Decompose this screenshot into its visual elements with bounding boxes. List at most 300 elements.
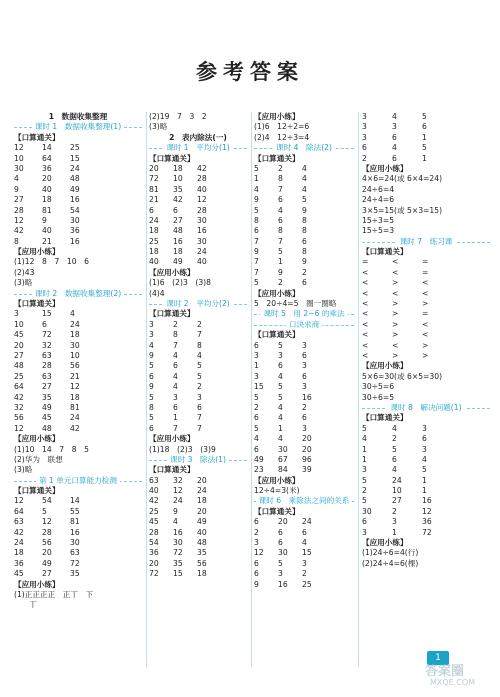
section-label: 【口算通关】 — [149, 465, 195, 475]
answer-cell: 3 — [362, 527, 367, 537]
answer-row — [254, 174, 354, 184]
answer-cell: 28 — [149, 527, 159, 537]
answer-cell: = — [422, 257, 429, 267]
answer-cell: 4 — [173, 382, 178, 392]
answer-cell: 30 — [278, 548, 288, 558]
answer-cell: 28 — [197, 205, 207, 215]
answer-cell: 4 — [149, 340, 154, 350]
answer-cell: 28 — [42, 527, 52, 537]
answer-cell: 49 — [70, 184, 80, 194]
answer-cell: 45 — [14, 330, 24, 340]
lesson-heading-text: 课时 1 平均分(1) — [163, 143, 233, 152]
answer-cell: 2 — [302, 267, 307, 277]
answer-cell: 27 — [14, 195, 24, 205]
answer-cell: 40 — [42, 184, 52, 194]
answer-cell: 6 — [149, 371, 154, 381]
lesson-heading-text: 课时 7 练习课 — [397, 237, 456, 246]
answer-cell: 4 — [392, 143, 397, 153]
answer-cell: 42 — [197, 163, 207, 173]
answer-row — [362, 257, 490, 267]
answer-cell: 9 — [302, 205, 307, 215]
answer-cell: 18 — [14, 548, 24, 558]
answer-cell: 3 — [278, 569, 283, 579]
answer-cell: 12 — [14, 143, 24, 153]
answer-cell: 24 — [197, 247, 207, 257]
answer-cell: 14 — [42, 143, 52, 153]
answer-cell: < — [362, 278, 369, 288]
lesson-heading — [254, 496, 354, 506]
lesson-heading — [254, 309, 354, 319]
answer-cell: 54 — [149, 538, 159, 548]
answer-cell: 36 — [70, 226, 80, 236]
answer-cell: 24 — [70, 163, 80, 173]
answer-cell: 9 — [254, 195, 259, 205]
answer-row — [14, 413, 142, 423]
answer-cell: 3 — [302, 382, 307, 392]
answer-cell: 49 — [197, 517, 207, 527]
answer-cell: 5 — [149, 392, 154, 402]
answer-cell: 6 — [422, 122, 427, 132]
column-divider — [358, 112, 359, 667]
lesson-heading — [362, 237, 490, 247]
answer-cell: 27 — [14, 350, 24, 360]
answer-cell: 48 — [70, 174, 80, 184]
answer-row — [254, 434, 354, 444]
answer-cell: < — [422, 319, 429, 329]
answer-row — [149, 226, 247, 236]
answer-text: (2)4 12÷3=4 — [254, 132, 310, 142]
answer-text: 15÷3=5 — [362, 215, 395, 225]
answer-text: (2)华为 联想 — [14, 454, 63, 464]
answer-cell: 5 — [278, 382, 283, 392]
answer-cell: 32 — [42, 340, 52, 350]
lesson-heading-text: 课时 2 数据收集整理(2) — [32, 289, 124, 298]
answer-cell: < — [392, 257, 399, 267]
answer-cell: 42 — [149, 496, 159, 506]
answer-cell: 6 — [173, 402, 178, 412]
answer-cell: 6 — [392, 153, 397, 163]
answer-cell: 18 — [173, 163, 183, 173]
answer-cell: 5 — [149, 361, 154, 371]
lesson-heading-text: 口诀求商 — [286, 320, 322, 329]
answer-cell: 5 — [392, 444, 397, 454]
section-label: 【口算通关】 — [362, 247, 408, 257]
answer-cell: 30 — [173, 538, 183, 548]
answer-cell: 72 — [422, 527, 432, 537]
answer-text: 3×5=15(或 5×3=15) — [362, 205, 443, 215]
answer-cell: 6 — [278, 538, 283, 548]
answer-text: (2)43 — [14, 267, 35, 277]
answer-row — [149, 372, 247, 382]
answer-cell: 2 — [302, 569, 307, 579]
answer-cell: 9 — [149, 350, 154, 360]
answer-cell: 1 — [422, 486, 427, 496]
answer-cell: 5 — [197, 371, 202, 381]
answer-cell: 27 — [392, 496, 402, 506]
answer-cell: 5 — [254, 163, 259, 173]
lesson-heading-text: 课时 5 用 2~6 的乘法 — [260, 309, 347, 318]
answer-row — [149, 403, 247, 413]
answer-cell: 7 — [197, 423, 202, 433]
answer-cell: 30 — [197, 215, 207, 225]
answer-cell: 2 — [392, 506, 397, 516]
answer-cell: 42 — [14, 226, 24, 236]
answer-cell: 5 — [278, 558, 283, 568]
answer-text: 12÷4=3(米) — [254, 486, 300, 496]
answer-cell: 7 — [197, 413, 202, 423]
answer-cell: 5 — [362, 423, 367, 433]
answer-row — [254, 164, 354, 174]
answer-cell: 6 — [278, 527, 283, 537]
section-label: 【应用小练】 — [254, 112, 300, 121]
answer-cell: < — [362, 288, 369, 298]
answer-cell: 35 — [70, 569, 80, 579]
answer-row — [14, 507, 142, 517]
answer-cell: 45 — [14, 569, 24, 579]
answer-row — [254, 445, 354, 455]
answer-text: (1)6 12÷2=6 — [254, 122, 310, 132]
answer-row — [362, 320, 490, 330]
answer-text: (4)4 — [149, 288, 165, 298]
answer-cell: 35 — [197, 548, 207, 558]
answer-cell: 45 — [42, 413, 52, 423]
lesson-heading — [14, 476, 142, 486]
answer-cell: 10 — [14, 319, 24, 329]
answer-row — [254, 226, 354, 236]
answer-cell: 24 — [392, 475, 402, 485]
answer-row — [14, 361, 142, 371]
answer-cell: 72 — [173, 548, 183, 558]
answer-cell: 7 — [254, 257, 259, 267]
answer-cell: 21 — [149, 195, 159, 205]
section-label: 【应用小练】 — [149, 267, 195, 277]
answer-cell: 54 — [70, 205, 80, 215]
answer-cell: 12 — [422, 506, 432, 516]
answer-row — [362, 351, 490, 361]
answer-text: 4×6=24(或 6×4=24) — [362, 174, 443, 184]
answer-row — [14, 559, 142, 569]
watermark-url: MXQE.COM — [430, 678, 476, 687]
answer-cell: 12 — [197, 195, 207, 205]
lesson-heading — [14, 122, 142, 132]
answer-cell: > — [392, 319, 399, 329]
answer-cell: 42 — [70, 423, 80, 433]
answer-cell: 4 — [278, 205, 283, 215]
answer-row — [362, 517, 490, 527]
answer-cell: 27 — [42, 569, 52, 579]
answer-row — [149, 393, 247, 403]
answer-cell: 4 — [302, 174, 307, 184]
answer-cell: 45 — [149, 517, 159, 527]
answer-cell: 3 — [422, 423, 427, 433]
answer-cell: 6 — [42, 319, 47, 329]
answer-row — [362, 133, 490, 143]
answer-cell: 12 — [14, 423, 24, 433]
answer-cell: 6 — [278, 215, 283, 225]
answer-cell: 36 — [14, 558, 24, 568]
answer-cell: 23 — [254, 465, 264, 475]
answer-row — [149, 538, 247, 548]
answer-cell: 3 — [197, 392, 202, 402]
answer-row — [14, 341, 142, 351]
answer-cell: 40 — [197, 527, 207, 537]
answer-cell: 4 — [302, 538, 307, 548]
answer-row — [362, 278, 490, 288]
answer-cell: 28 — [42, 361, 52, 371]
answer-cell: 4 — [278, 413, 283, 423]
answer-row — [362, 289, 490, 299]
answer-cell: 10 — [70, 350, 80, 360]
answer-cell: 5 — [422, 112, 427, 121]
lesson-heading-text: 课时 2 平均分(2) — [163, 299, 233, 308]
answer-cell: 2 — [278, 163, 283, 173]
answer-cell: 4 — [392, 465, 397, 475]
answer-cell: 5 — [254, 392, 259, 402]
answer-cell: 20 — [149, 163, 159, 173]
answer-cell: 4 — [254, 184, 259, 194]
answer-cell: 42 — [14, 527, 24, 537]
answer-row — [14, 216, 142, 226]
answer-cell: 7 — [254, 267, 259, 277]
answer-text: 24÷6=4 — [362, 184, 395, 194]
answer-cell: 2 — [362, 486, 367, 496]
answer-cell: 27 — [42, 382, 52, 392]
answer-cell: 20 — [14, 340, 24, 350]
answer-cell: 20 — [302, 444, 312, 454]
answer-cell: 49 — [42, 558, 52, 568]
answer-row — [362, 496, 490, 506]
answer-row — [149, 164, 247, 174]
answer-cell: 3 — [392, 517, 397, 527]
answer-cell: 1 — [254, 361, 259, 371]
answer-row — [14, 226, 142, 236]
answer-cell: 5 — [278, 392, 283, 402]
answer-cell: = — [422, 267, 429, 277]
answer-cell: 15 — [173, 569, 183, 579]
answer-text: (2)19 7 3 2 — [149, 112, 207, 121]
answer-cell: 40 — [149, 257, 159, 267]
answer-cell: 6 — [254, 226, 259, 236]
lesson-heading — [254, 320, 354, 330]
answer-cell: 56 — [197, 558, 207, 568]
answer-cell: 64 — [14, 506, 24, 516]
answer-text: (3)略 — [14, 465, 33, 475]
answer-cell: 4 — [302, 163, 307, 173]
answer-row — [14, 372, 142, 382]
answer-cell: 6 — [362, 143, 367, 153]
answer-row — [362, 143, 490, 153]
answer-cell: 24 — [149, 215, 159, 225]
answer-cell: 9 — [254, 247, 259, 257]
answer-cell: 48 — [197, 538, 207, 548]
answer-cell: 6 — [302, 371, 307, 381]
answer-row — [14, 206, 142, 216]
answer-cell: > — [392, 299, 399, 309]
answer-cell: 16 — [70, 195, 80, 205]
answer-cell: 48 — [14, 361, 24, 371]
answer-row — [362, 445, 490, 455]
answer-cell: < — [362, 267, 369, 277]
answer-cell: 3 — [149, 330, 154, 340]
answer-cell: 5 — [422, 465, 427, 475]
answer-cell: 7 — [278, 184, 283, 194]
answer-row — [254, 361, 354, 371]
answer-cell: 9 — [254, 579, 259, 589]
answer-row — [254, 341, 354, 351]
answer-cell: 10 — [14, 153, 24, 163]
answer-cell: > — [422, 299, 429, 309]
answer-row — [254, 195, 354, 205]
answer-cell: 4 — [173, 517, 178, 527]
answer-cell: 3 — [254, 371, 259, 381]
answer-cell: 56 — [70, 361, 80, 371]
answer-cell: 6 — [197, 402, 202, 412]
answer-row — [149, 569, 247, 579]
answer-cell: 63 — [14, 517, 24, 527]
answer-cell: 4 — [302, 184, 307, 194]
answer-cell: 5 — [197, 361, 202, 371]
answer-column-3 — [254, 112, 354, 590]
answer-row — [14, 237, 142, 247]
section-label: 【口算通关】 — [362, 413, 408, 423]
answer-cell: < — [422, 330, 429, 340]
answer-cell: 18 — [149, 247, 159, 257]
answer-cell: 36 — [42, 163, 52, 173]
answer-cell: 15 — [70, 153, 80, 163]
answer-cell: 48 — [173, 226, 183, 236]
answer-row — [254, 278, 354, 288]
answer-cell: 30 — [70, 215, 80, 225]
answer-cell: 6 — [254, 340, 259, 350]
answer-row — [14, 330, 142, 340]
answer-cell: 40 — [149, 486, 159, 496]
answer-cell: 42 — [14, 392, 24, 402]
answer-row — [254, 413, 354, 423]
answer-cell: 18 — [197, 569, 207, 579]
answer-cell: 81 — [42, 205, 52, 215]
answer-row — [149, 351, 247, 361]
answer-cell: 18 — [70, 330, 80, 340]
answer-cell: 6 — [302, 413, 307, 423]
answer-text: 5 20÷4=5 圈一圈略 — [254, 299, 337, 309]
answer-cell: 20 — [278, 517, 288, 527]
lesson-heading — [254, 143, 354, 153]
answer-row — [254, 247, 354, 257]
answer-cell: 3 — [173, 392, 178, 402]
answer-row — [14, 195, 142, 205]
answer-cell: 1 — [422, 153, 427, 163]
answer-cell: 18 — [149, 226, 159, 236]
answer-row — [14, 528, 142, 538]
answer-cell: 21 — [70, 371, 80, 381]
answer-row — [149, 216, 247, 226]
answer-column-1 — [14, 112, 142, 611]
answer-cell: > — [392, 309, 399, 319]
answer-cell: 3 — [14, 309, 19, 319]
answer-cell: 21 — [42, 236, 52, 246]
answer-cell: 30 — [197, 236, 207, 246]
answer-row — [254, 393, 354, 403]
answer-cell: 9 — [302, 257, 307, 267]
answer-cell: 8 — [197, 340, 202, 350]
answer-cell: 56 — [42, 538, 52, 548]
answer-text: (3)略 — [149, 122, 168, 132]
answer-row — [149, 174, 247, 184]
answer-row — [254, 465, 354, 475]
answer-cell: 15 — [42, 309, 52, 319]
answer-cell: 2 — [173, 319, 178, 329]
answer-text: (1)18 (2)3 (3)9 — [149, 444, 216, 454]
answer-cell: 4 — [392, 423, 397, 433]
answer-row — [254, 424, 354, 434]
answer-cell: 40 — [42, 226, 52, 236]
answer-cell: 1 — [254, 174, 259, 184]
answer-cell: 15 — [302, 548, 312, 558]
answer-cell: 12 — [173, 486, 183, 496]
answer-cell: 24 — [302, 517, 312, 527]
answer-row — [14, 496, 142, 506]
answer-text: (1)正正正正 正丅 下 — [14, 589, 94, 599]
answer-cell: 8 — [302, 215, 307, 225]
answer-cell: 5 — [42, 506, 47, 516]
answer-row — [362, 434, 490, 444]
answer-cell: 1 — [278, 423, 283, 433]
answer-cell: 7 — [254, 236, 259, 246]
lesson-heading-text: 课时 4 除法(2) — [273, 143, 335, 152]
answer-cell: 6 — [278, 195, 283, 205]
answer-cell: 5 — [422, 143, 427, 153]
section-label: 【应用小练】 — [14, 434, 60, 444]
answer-cell: 5 — [254, 423, 259, 433]
answer-row — [149, 486, 247, 496]
answer-cell: 2 — [254, 527, 259, 537]
answer-cell: = — [422, 309, 429, 319]
answer-row — [149, 559, 247, 569]
answer-row — [149, 341, 247, 351]
answer-row — [362, 330, 490, 340]
answer-cell: 2 — [302, 402, 307, 412]
answer-cell: 36 — [422, 517, 432, 527]
answer-cell: > — [422, 340, 429, 350]
answer-row — [362, 122, 490, 132]
answer-cell: 35 — [42, 392, 52, 402]
answer-cell: 16 — [173, 236, 183, 246]
answer-row — [14, 517, 142, 527]
answer-row — [14, 309, 142, 319]
answer-cell: < — [362, 299, 369, 309]
section-label: 【口算通关】 — [14, 299, 60, 309]
answer-cell: 30 — [70, 538, 80, 548]
answer-cell: > — [392, 350, 399, 360]
answer-row — [362, 299, 490, 309]
answer-cell: 36 — [149, 548, 159, 558]
answer-cell: 40 — [197, 257, 207, 267]
answer-row — [362, 309, 490, 319]
answer-row — [254, 580, 354, 590]
answer-cell: 5 — [302, 195, 307, 205]
answer-cell: 48 — [42, 423, 52, 433]
answer-cell: 49 — [42, 402, 52, 412]
page-number: 1 — [427, 651, 449, 665]
answer-row — [254, 403, 354, 413]
answer-cell: 20 — [42, 174, 52, 184]
answer-row — [149, 195, 247, 205]
answer-row — [149, 257, 247, 267]
answer-cell: 4 — [278, 434, 283, 444]
lesson-heading-text: 课时 8 解决问题(1) — [387, 403, 464, 412]
answer-cell: 3 — [362, 122, 367, 132]
answer-cell: 18 — [42, 195, 52, 205]
